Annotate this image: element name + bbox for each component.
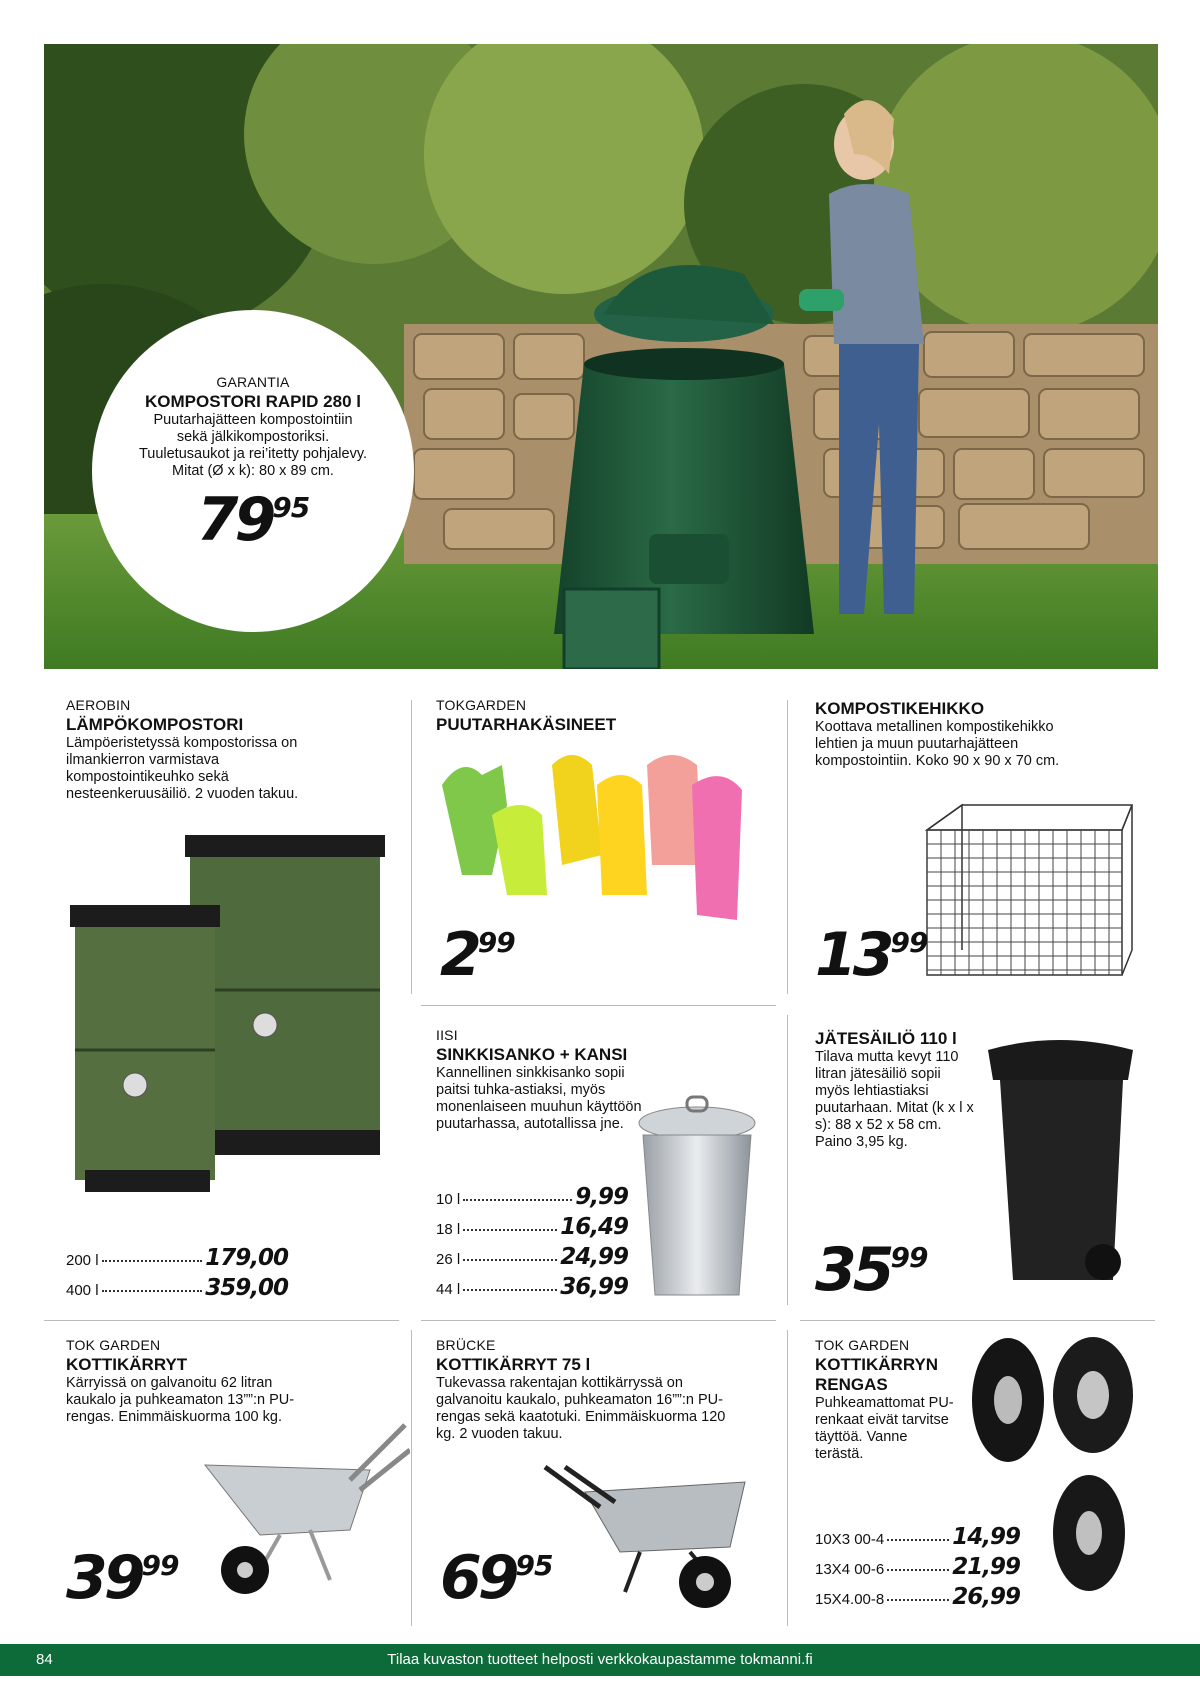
divider — [421, 1005, 776, 1006]
product-brand: IISI — [436, 1027, 458, 1043]
price-label: 10X3 00-4 — [815, 1531, 885, 1548]
price-main: 2 — [440, 920, 478, 990]
price-main: 35 — [815, 1235, 891, 1305]
divider — [800, 1320, 1155, 1321]
product-title: KOMPOSTIKEHIKKO — [815, 699, 985, 718]
product-description: Tukevassa rakentajan kottikärryssä on galvanoitu kaukalo, puhkeamaton 16””:n PU-rengas sekä kaatotuki. Enimmäiskuorma 120 kg. 2 vuoden takuu. — [436, 1375, 726, 1442]
price-row — [436, 1184, 628, 1214]
rengas-price-list — [815, 1524, 1020, 1614]
dot-leader — [102, 1290, 203, 1292]
dot-leader — [463, 1199, 572, 1201]
kottikarryt75-price — [440, 1543, 553, 1613]
price-row — [436, 1214, 628, 1244]
price-label: 44 l — [436, 1281, 461, 1298]
price-row — [436, 1274, 628, 1304]
hero-description: Puutarhajätteen kompostointiin sekä jälkikompostoriksi. Tuuletusaukot ja rei’itetty pohjalevy. Mitat (Ø x k): 80 x 89 cm. — [138, 412, 368, 479]
product-kompostikehikko — [815, 697, 1115, 770]
price-main: 69 — [440, 1543, 516, 1613]
product-description: Lämpöeristetyssä kompostorissa on ilmankierron varmistava kompostointikeuhko sekä nesteenkeruusäiliö. 2 vuoden takuu. — [66, 735, 299, 802]
product-title: KOTTIKÄRRYT 75 l — [436, 1355, 591, 1374]
kehikko-price — [815, 920, 928, 990]
hero-price — [92, 485, 414, 555]
page-footer — [0, 1644, 1200, 1676]
price-cents: 99 — [890, 926, 928, 959]
divider — [421, 1320, 776, 1321]
product-puutarhakasineet — [436, 697, 756, 735]
price-main: 13 — [815, 920, 891, 990]
price-cents: 99 — [477, 926, 515, 959]
sanko-price-list — [436, 1184, 628, 1304]
hero-offer-circle — [92, 310, 414, 632]
price-value: 36,99 — [560, 1274, 628, 1300]
footer-text: Tilaa kuvaston tuotteet helposti verkkokaupastamme tokmanni.fi — [387, 1651, 813, 1668]
divider — [787, 1015, 788, 1305]
thermo-composter-image — [70, 830, 390, 1200]
product-description: Puhkeamattomat PU-renkaat eivät tarvitse täyttöä. Vanne terästä. — [815, 1395, 954, 1462]
divider — [787, 700, 788, 994]
hero-price-main: 79 — [196, 485, 273, 555]
product-brand: TOKGARDEN — [436, 697, 527, 713]
product-title: KOTTIKÄRRYN RENGAS — [815, 1355, 939, 1394]
product-title: SINKKISANKO + KANSI — [436, 1045, 628, 1064]
price-value: 21,99 — [952, 1554, 1020, 1580]
kottikarryt-price — [66, 1543, 179, 1613]
product-description: Koottava metallinen kompostikehikko lehtien ja muun puutarhajätteen kompostointiin. Koko 90 x 90 x 70 cm. — [815, 719, 1060, 769]
divider — [787, 1330, 788, 1626]
price-row — [66, 1275, 288, 1305]
price-label: 400 l — [66, 1282, 99, 1299]
price-value: 26,99 — [952, 1584, 1020, 1610]
product-kottikarryn-rengas — [815, 1337, 965, 1463]
product-kottikarryt-75 — [436, 1337, 776, 1443]
divider — [411, 1330, 412, 1626]
price-value: 359,00 — [205, 1275, 288, 1301]
product-title: KOTTIKÄRRYT — [66, 1355, 188, 1374]
price-row — [436, 1244, 628, 1274]
price-cents: 99 — [141, 1549, 179, 1582]
price-label: 26 l — [436, 1251, 461, 1268]
price-value: 16,49 — [560, 1214, 628, 1240]
product-brand: TOK GARDEN — [815, 1337, 910, 1353]
product-brand: TOK GARDEN — [66, 1337, 161, 1353]
product-description: Tilava mutta kevyt 110 litran jätesäiliö sopii myös lehtiastiaksi puutarhaan. Mitat (k x l x s): 88 x 52 x 58 cm. Paino 3,95 kg. — [815, 1049, 974, 1150]
divider — [411, 700, 412, 994]
builder-wheelbarrow-image — [540, 1462, 755, 1612]
price-value: 9,99 — [575, 1184, 628, 1210]
zinc-bucket-image — [635, 1095, 760, 1305]
price-row — [815, 1554, 1020, 1584]
product-brand: BRÜCKE — [436, 1337, 496, 1353]
price-row — [66, 1245, 288, 1275]
lampo-price-list — [66, 1245, 288, 1305]
dot-leader — [102, 1260, 203, 1262]
price-cents: 95 — [515, 1549, 553, 1582]
product-kottikarryt — [66, 1337, 366, 1426]
price-row — [815, 1584, 1020, 1614]
product-description: Kannellinen sinkkisanko sopii paitsi tuhka-astiaksi, myös monenlaiseen muuhun käyttöön puutarhassa, autotallissa jne. — [436, 1065, 642, 1132]
wire-frame-image — [922, 800, 1137, 980]
page-number: 84 — [36, 1651, 53, 1668]
dot-leader — [463, 1289, 557, 1291]
price-value: 14,99 — [952, 1524, 1020, 1550]
price-row — [815, 1524, 1020, 1554]
price-label: 18 l — [436, 1221, 461, 1238]
hero-price-cents: 95 — [272, 491, 310, 524]
waste-bin-image — [978, 1030, 1138, 1285]
price-main: 39 — [66, 1543, 142, 1613]
gloves-image — [432, 745, 777, 925]
wheelbarrow-image — [200, 1420, 410, 1595]
product-title: PUUTARHAKÄSINEET — [436, 715, 617, 734]
divider — [44, 1320, 399, 1321]
price-value: 179,00 — [205, 1245, 288, 1271]
product-lampokompostori — [66, 697, 366, 803]
dot-leader — [463, 1259, 557, 1261]
dot-leader — [887, 1539, 949, 1541]
price-label: 15X4.00-8 — [815, 1591, 885, 1608]
hero-title: KOMPOSTORI RAPID 280 l — [144, 392, 361, 411]
product-title: JÄTESÄILIÖ 110 l — [815, 1029, 957, 1048]
product-title: LÄMPÖKOMPOSTORI — [66, 715, 244, 734]
product-brand: AEROBIN — [66, 697, 131, 713]
product-description: Kärryissä on galvanoitu 62 litran kaukalo ja puhkeamaton 13””:n PU-rengas. Enimmäiskuorma 100 kg. — [66, 1375, 295, 1425]
hero-brand: GARANTIA — [216, 374, 290, 390]
jatesailio-price — [815, 1235, 928, 1305]
dot-leader — [463, 1229, 557, 1231]
price-value: 24,99 — [560, 1244, 628, 1270]
dot-leader — [887, 1569, 949, 1571]
dot-leader — [887, 1599, 949, 1601]
price-label: 13X4 00-6 — [815, 1561, 885, 1578]
price-label: 10 l — [436, 1191, 461, 1208]
price-label: 200 l — [66, 1252, 99, 1269]
price-cents: 99 — [890, 1241, 928, 1274]
kasineet-price — [440, 920, 515, 990]
